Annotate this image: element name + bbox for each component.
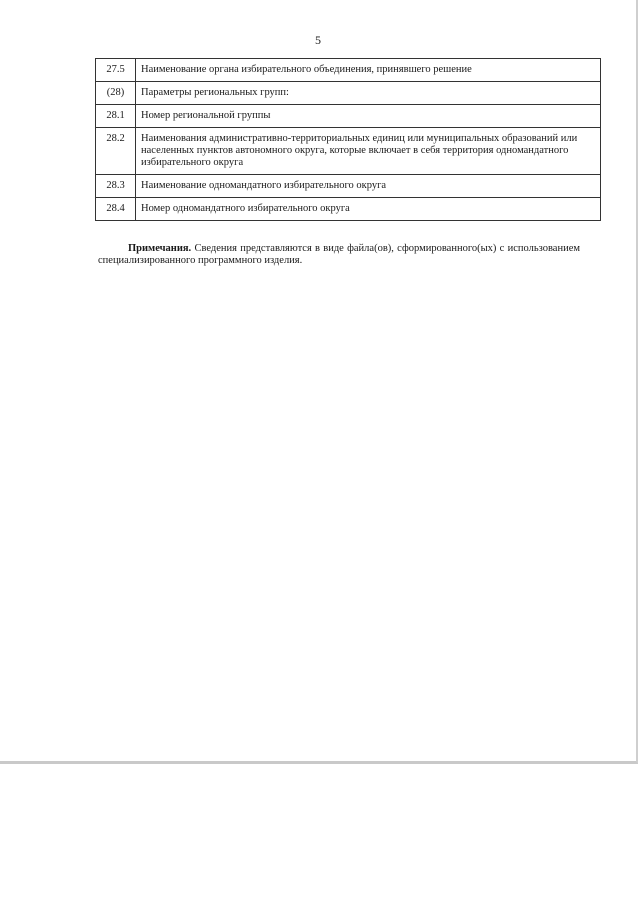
table-row <box>96 82 601 105</box>
notes-label: Примечания. <box>128 242 192 254</box>
row-text: Номер региональной группы <box>136 105 601 128</box>
row-text: Наименования административно-территориальных единиц или муниципальных образований или населенных пунктов автономного округа, которые включает в себя территория одномандатного избирательного округа <box>136 128 601 175</box>
table-row <box>96 198 601 221</box>
row-text: Номер одномандатного избирательного округа <box>136 198 601 221</box>
row-number: 28.4 <box>96 198 136 221</box>
row-number: 27.5 <box>96 59 136 82</box>
page-number: 5 <box>315 33 321 47</box>
row-number: 28.1 <box>96 105 136 128</box>
row-number: (28) <box>96 82 136 105</box>
table-row <box>96 175 601 198</box>
row-text: Наименование одномандатного избирательного округа <box>136 175 601 198</box>
table-row <box>96 105 601 128</box>
row-text: Наименование органа избирательного объединения, принявшего решение <box>136 59 601 82</box>
row-number: 28.2 <box>96 128 136 175</box>
notes-text: Сведения представляются в виде файла(ов), сформированного(ых) с использованием специализированного программного изделия. <box>98 242 580 266</box>
row-number: 28.3 <box>96 175 136 198</box>
row-text: Параметры региональных групп: <box>136 82 601 105</box>
notes-paragraph <box>98 243 580 268</box>
table-row <box>96 59 601 82</box>
data-table <box>95 58 601 221</box>
table-row <box>96 128 601 175</box>
